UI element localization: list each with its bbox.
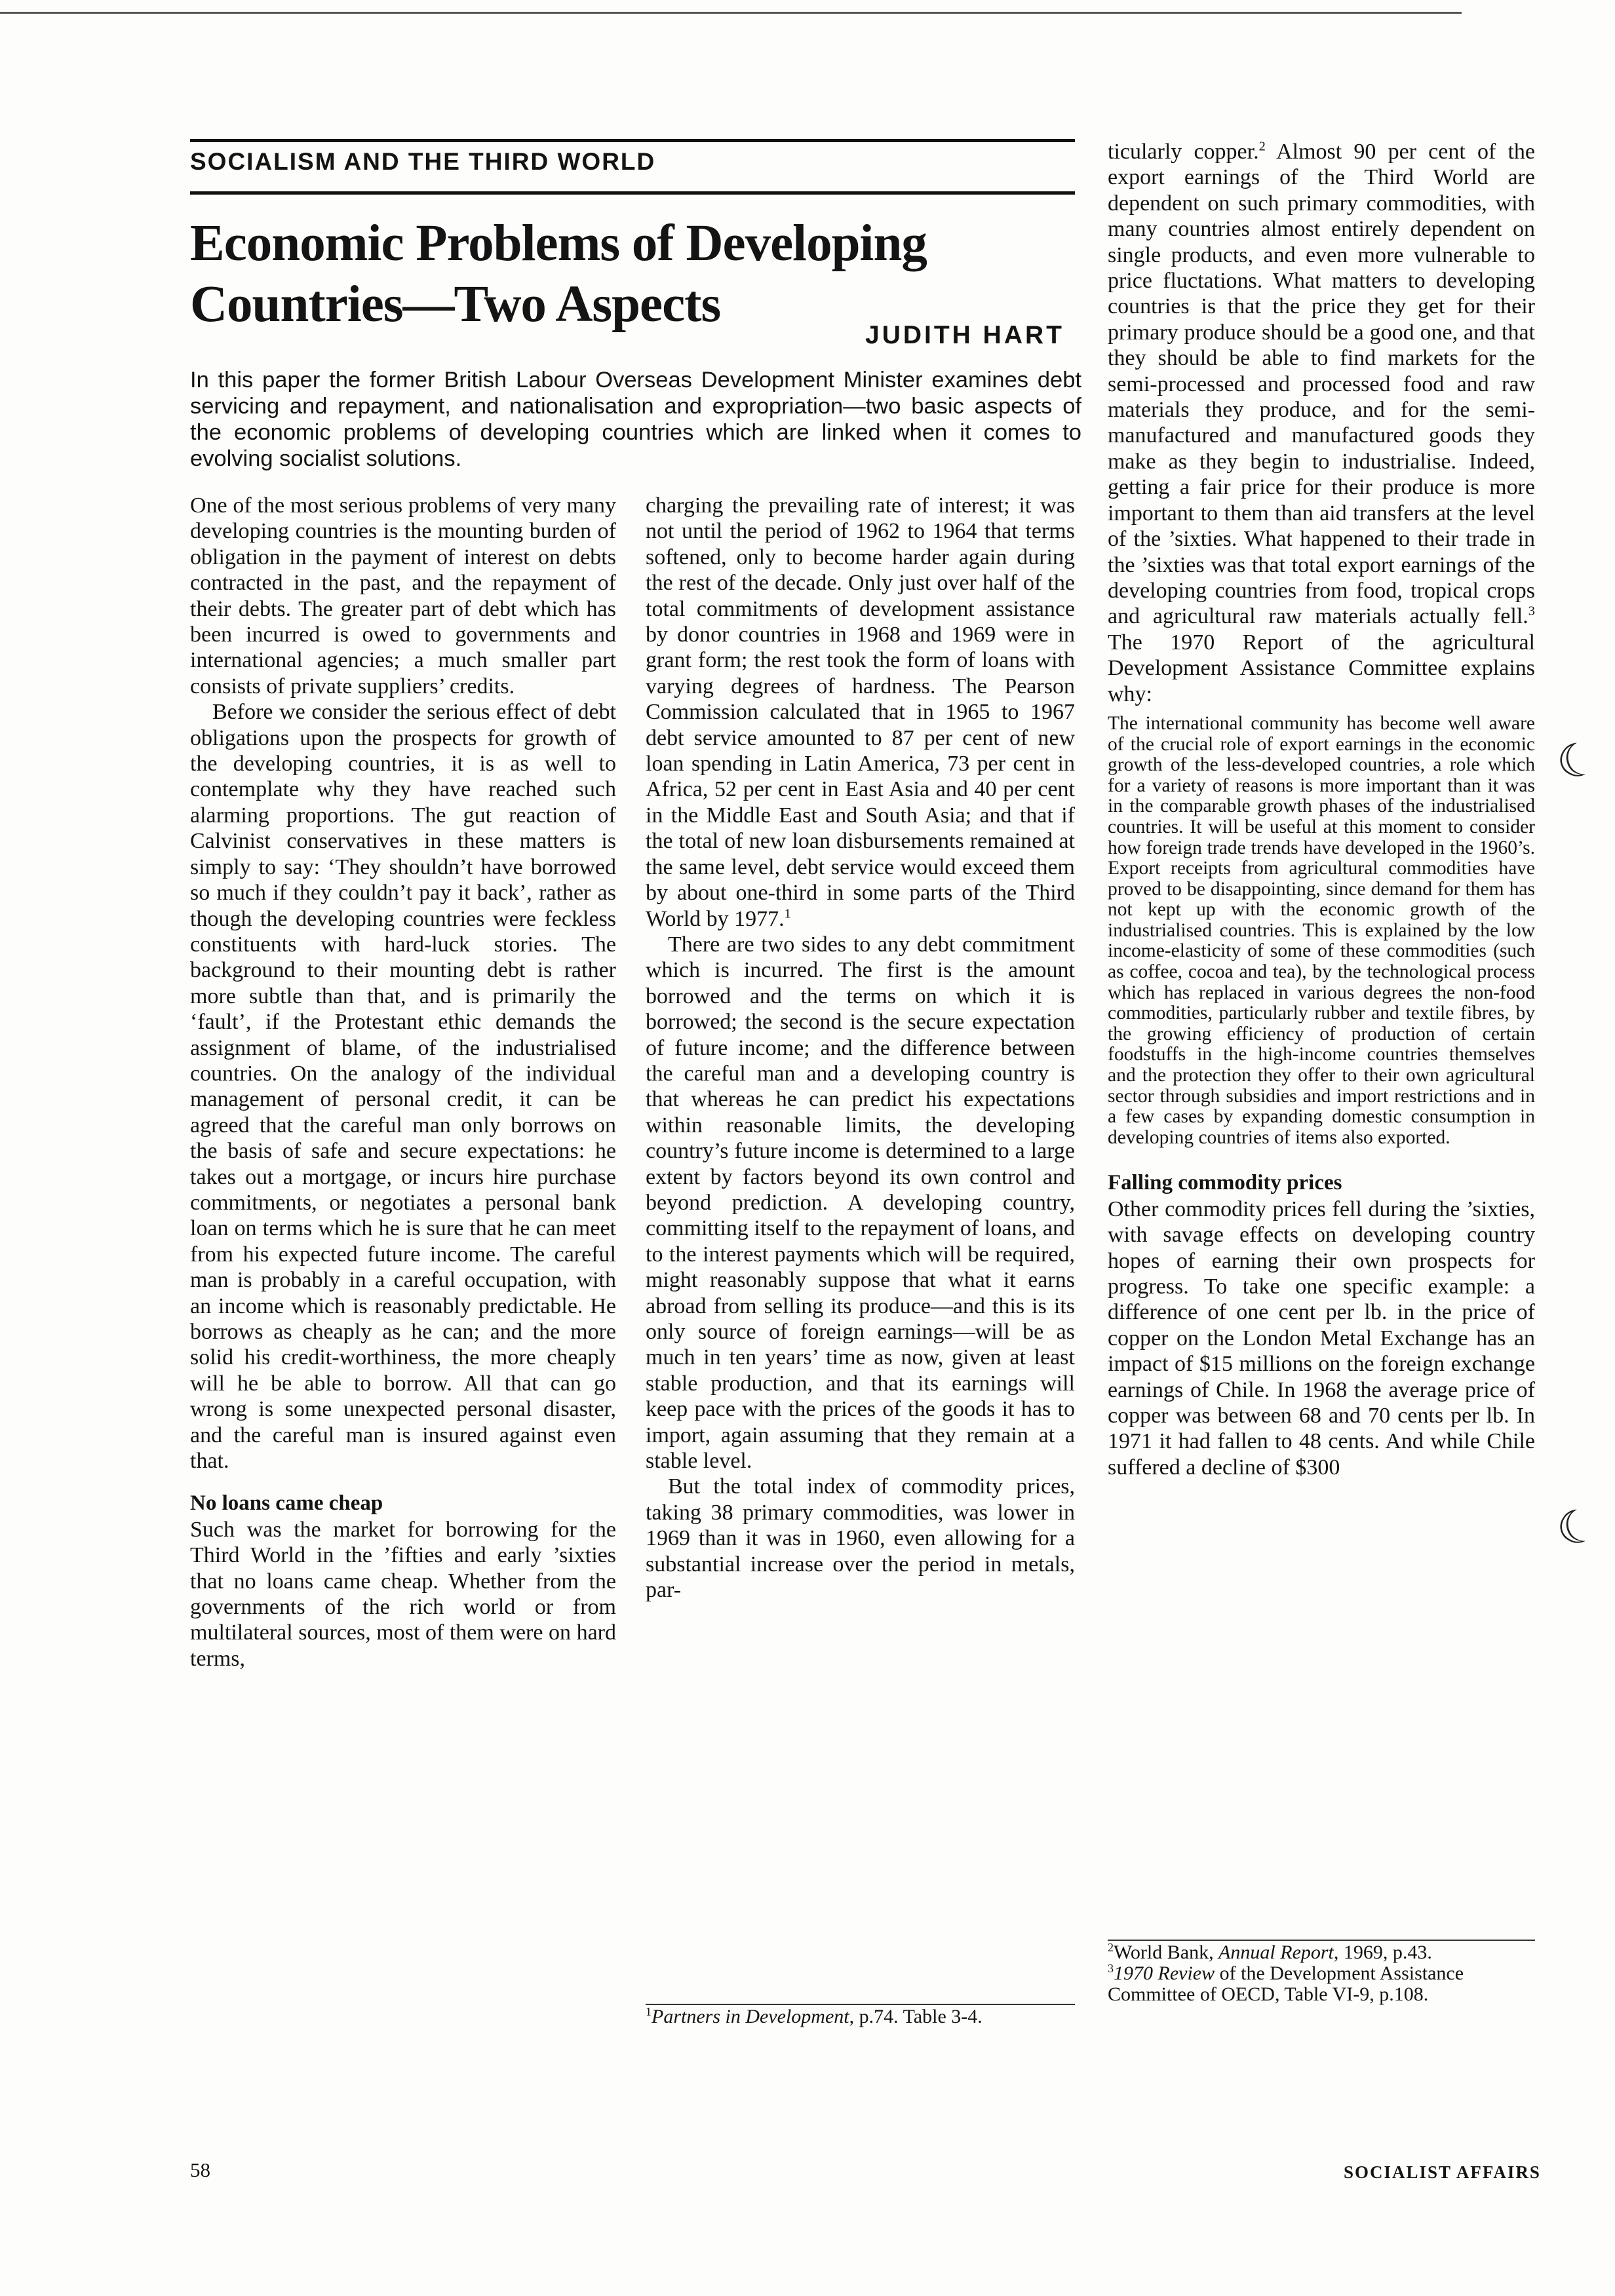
paragraph: One of the most serious problems of very many developing countries is the mounting burden of obligation in the payment of interest on debts contracted in the past, and the repayment of their debts. The greater part of debt which has been incurred is owed to governments and international agencies; a much smaller part consists of private suppliers’ credits. [190,493,616,698]
section-rule-bottom [190,191,1075,195]
footnote-3 [1108,1963,1535,2005]
paragraph [646,493,1075,932]
block-quote: The international community has become well aware of the crucial role of export earnings in the economic growth of the less-developed countries, a role which for a variety of reasons is more important than it was in the comparable growth phases of the industrialised countries. It will be useful at this moment to consider how foreign trade trends have developed in the 1960’s. Export receipts from agricultural commodities have proved to be disappointing, since demand for them has not kept up with the economic growth of the industrialised countries. This is explained by the low income-elasticity of some of these commodities (such as coffee, cocoa and tea), by the technological process which has replaced in various degrees the non-food commodities, particularly rubber and textile fibres, by the growing efficiency of production of certain foodstuffs in the high-income countries themselves and the protection they offer to their own agricultural sector through subsidies and import restrictions and in a few cases by expanding domestic consumption in developing countries of items also exported. [1108,712,1535,1148]
section-label: SOCIALISM AND THE THIRD WORLD [190,148,656,175]
article-standfirst: In this paper the former British Labour Overseas Development Minister examines debt servicing and repayment, and nationalisation and expropriation—two basic aspects of the economic problems of developing countries which are linked when it comes to evolving socialist solutions. [190,368,1081,471]
paragraph-text: Almost 90 per cent of the export earnings of the Third World are dependent on such primary commodities, with many countries almost entirely dependent on single products, and even more vulnerable to price fluctations. What matters to developing countries is that the price they get for their primary produce should be a good one, and that they should be able to find markets for the semi-processed and processed food and raw materials they produce, and for the semi-manufactured and manufactured goods they make as they begin to industrialise. Indeed, getting a fair price for their produce is more important to them than aid transfers at the level of the ’sixties. What happened to their trade in the ’sixties was that total export earnings of the developing countries from food, tropical crops and agricultural raw materials actually fell. [1108,140,1535,629]
footnote-number: 1 [646,2005,652,2018]
paragraph: Other commodity prices fell during the ’sixties, with savage effects on developing country hopes of earning their own prospects for progress. To take one specific example: a difference of one cent per lb. in the price of copper on the London Metal Exchange has an impact of $15 millions on the foreign exchange earnings of Chile. In 1968 the average price of copper was between 68 and 70 cents per lb. In 1971 it had fallen to 48 cents. And while Chile suffered a decline of $300 [1108,1196,1535,1480]
footnote-rule [1108,1940,1535,1941]
column-3 [1108,139,1535,1480]
page-number: 58 [190,2158,210,2181]
paragraph-text: ticularly copper. [1108,140,1259,164]
paragraph: But the total index of commodity prices, taking 38 primary commodities, was lower in 1969 than it was in 1960, even allowing for a substantial increase over the period in metals, par- [646,1474,1075,1603]
footnote-text: , p.74. Table 3-4. [849,2006,983,2027]
footnote-text: , 1969, p.43. [1333,1942,1432,1963]
footnote-1 [646,2006,1075,2027]
footnote-title: Annual Report [1218,1942,1334,1963]
subheading: No loans came cheap [190,1491,383,1516]
footnote-number: 2 [1108,1941,1114,1954]
paragraph-text: The 1970 Report of the agricultural Development Assistance Committee explains why: [1108,630,1535,706]
margin-mark-icon: ☾ [1550,729,1605,792]
paragraph-text: charging the prevailing rate of interest; it was not until the period of 1962 to 1964 that terms softened, only to become harder again during the rest of the decade. Only just over half of the total commitments of development assistance by donor countries in 1968 and 1969 were in grant form; the rest took the form of loans with varying degrees of hardness. The Pearson Commission calculated that in 1965 to 1967 debt service amounted to 87 per cent of new loan spending in Latin America, 73 per cent in Africa, 52 per cent in East Asia and 40 per cent in the Middle East and South Asia; and that if the total of new loan disbursements remained at the same level, debt service would exceed them by about one-third in some parts of the Third World by 1977. [646,493,1075,931]
top-edge-rule [0,12,1462,14]
paragraph [1108,139,1535,707]
footnote-ref: 1 [784,906,791,921]
paragraph: Before we consider the serious effect of debt obligations upon the prospects for growth of the developing countries, it is as well to contemplate why they have reached such alarming proportions. The gut reaction of Calvinist conservatives in these matters is simply to say: ‘They shouldn’t have borrowed so much if they couldn’t pay it back’, rather as though the developing countries were feckless constituents with hard-luck stories. The background to their mounting debt is rather more subtle than that, and is primarily the ‘fault’, if the Protestant ethic demands the assignment of blame, of the industrialised countries. On the analogy of the individual management of personal credit, it can be agreed that the careful man only borrows on the basis of safe and secure expectations: he takes out a mortgage, or incurs hire purchase commitments, or negotiates a personal bank loan on terms which he is sure that he can meet from his expected future income. The careful man is probably in a careful occupation, with an income which is reasonably predictable. He borrows as cheaply as he can; and the more solid his credit-worthiness, the more cheaply will he be able to borrow. All that can go wrong is some unexpected personal disaster, and the careful man is insured against even that. [190,700,616,1474]
footnote-title: Partners in Development [652,2006,849,2027]
footnote-ref: 3 [1528,603,1535,619]
column-2 [646,493,1075,1603]
margin-mark-icon: ☾ [1550,1496,1605,1559]
footnote-2 [1108,1942,1535,1963]
article-title: Economic Problems of Developing Countries—Two Aspects [190,215,927,333]
footnote-rule [646,2004,1075,2005]
footnote-text: of the Development Assistance Committee of OECD, Table VI-9, p.108. [1108,1962,1464,2005]
subheading: Falling commodity prices [1108,1171,1342,1195]
footnote-text: World Bank, [1114,1942,1219,1963]
paragraph: There are two sides to any debt commitment which is incurred. The first is the amount borrowed and the terms on which it is borrowed; the second is the secure expectation of future income; and the difference between the careful man and a developing country is that whereas he can predict his expectations within reasonable limits, the developing country’s future income is determined to a large extent by factors beyond its own control and beyond prediction. A developing country, committing itself to the repayment of loans, and to the interest payments which will be required, might reasonably suppose that what it earns abroad from selling its produce—and this is its only source of foreign earnings—will be as much in ten years’ time as now, given at least stable production, and that its earnings will keep pace with the prices of the goods it has to import, again assuming that they remain at a stable level. [646,932,1075,1474]
section-rule-top [190,139,1075,142]
paragraph: Such was the market for borrowing for the Third World in the ’fifties and early ’sixties that no loans came cheap. Whether from the governments of the rich world or from multilateral sources, most of them were on hard terms, [190,1517,616,1671]
footnote-number: 3 [1108,1962,1114,1975]
column-1 [190,493,616,1672]
footnotes-2-3 [1108,1942,1535,2005]
footnote-ref: 2 [1258,139,1266,154]
journal-name: SOCIALIST AFFAIRS [1344,2162,1541,2182]
footnote-title: 1970 Review [1114,1962,1215,1984]
author-byline: JUDITH HART [865,321,1064,349]
